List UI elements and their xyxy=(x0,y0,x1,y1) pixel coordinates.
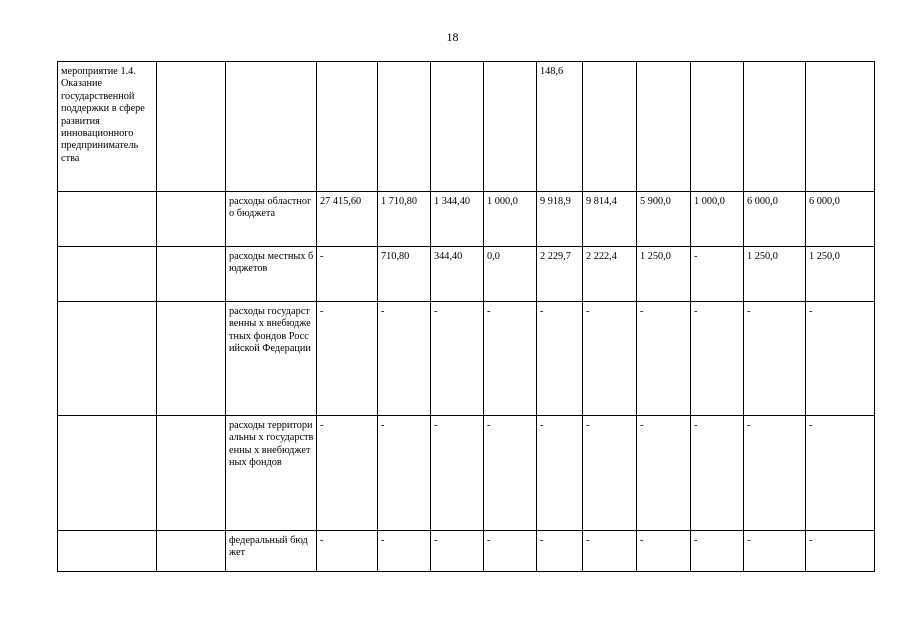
value-cell: - xyxy=(637,416,691,531)
value-cell: - xyxy=(317,302,378,416)
value-cell xyxy=(378,62,431,192)
value-cell: - xyxy=(691,302,744,416)
value-cell xyxy=(317,62,378,192)
value-cell: - xyxy=(637,531,691,572)
table-cell xyxy=(157,416,226,531)
value-cell: - xyxy=(744,531,806,572)
value-cell: - xyxy=(691,247,744,302)
value-cell: 5 900,0 xyxy=(637,192,691,247)
table-row xyxy=(58,302,875,416)
value-cell: - xyxy=(484,531,537,572)
value-cell: 9 918,9 xyxy=(537,192,583,247)
value-cell xyxy=(691,62,744,192)
table-row xyxy=(58,62,875,192)
value-cell: 1 000,0 xyxy=(691,192,744,247)
page-number: 18 xyxy=(446,30,459,44)
value-cell: - xyxy=(378,531,431,572)
value-cell: - xyxy=(691,416,744,531)
funding-source-cell xyxy=(226,62,317,192)
table-cell xyxy=(157,62,226,192)
event-name-cell xyxy=(58,416,157,531)
funding-source-cell: расходы областного бюджета xyxy=(226,192,317,247)
table-row xyxy=(58,192,875,247)
value-cell: 148,6 xyxy=(537,62,583,192)
table-row xyxy=(58,416,875,531)
value-cell xyxy=(583,62,637,192)
value-cell xyxy=(431,62,484,192)
funding-source-cell: федеральный бюджет xyxy=(226,531,317,572)
table-cell xyxy=(157,247,226,302)
value-cell: 27 415,60 xyxy=(317,192,378,247)
value-cell: 1 250,0 xyxy=(806,247,875,302)
value-cell: 710,80 xyxy=(378,247,431,302)
funding-source-cell: расходы местных бюджетов xyxy=(226,247,317,302)
value-cell: - xyxy=(317,416,378,531)
value-cell: - xyxy=(744,302,806,416)
table-row xyxy=(58,531,875,572)
value-cell: - xyxy=(431,531,484,572)
value-cell: 2 229,7 xyxy=(537,247,583,302)
value-cell: - xyxy=(378,302,431,416)
table-row xyxy=(58,247,875,302)
value-cell: - xyxy=(537,302,583,416)
funding-source-cell: расходы государственны х внебюджетных фондов Российской Федерации xyxy=(226,302,317,416)
event-name-cell xyxy=(58,302,157,416)
value-cell xyxy=(484,62,537,192)
value-cell: - xyxy=(806,302,875,416)
value-cell: - xyxy=(317,531,378,572)
table-cell xyxy=(157,192,226,247)
value-cell: - xyxy=(484,416,537,531)
value-cell: 1 250,0 xyxy=(744,247,806,302)
table-cell xyxy=(157,302,226,416)
value-cell: - xyxy=(431,416,484,531)
value-cell: - xyxy=(583,531,637,572)
value-cell: - xyxy=(583,416,637,531)
budget-table xyxy=(57,61,875,572)
value-cell: 0,0 xyxy=(484,247,537,302)
value-cell: - xyxy=(806,416,875,531)
value-cell: - xyxy=(806,531,875,572)
event-name-cell xyxy=(58,247,157,302)
value-cell: 1 344,40 xyxy=(431,192,484,247)
value-cell xyxy=(744,62,806,192)
value-cell: - xyxy=(637,302,691,416)
value-cell: - xyxy=(317,247,378,302)
value-cell: - xyxy=(583,302,637,416)
value-cell: 9 814,4 xyxy=(583,192,637,247)
event-name-cell xyxy=(58,531,157,572)
value-cell: 1 000,0 xyxy=(484,192,537,247)
value-cell: 2 222,4 xyxy=(583,247,637,302)
value-cell xyxy=(637,62,691,192)
value-cell: - xyxy=(537,531,583,572)
value-cell: - xyxy=(691,531,744,572)
event-name-cell xyxy=(58,192,157,247)
value-cell: - xyxy=(431,302,484,416)
value-cell: 344,40 xyxy=(431,247,484,302)
funding-source-cell: расходы территориальны х государственны х внебюджетных фондов xyxy=(226,416,317,531)
value-cell: 6 000,0 xyxy=(744,192,806,247)
table-cell xyxy=(157,531,226,572)
value-cell: - xyxy=(378,416,431,531)
value-cell xyxy=(806,62,875,192)
value-cell: - xyxy=(537,416,583,531)
event-name-cell: мероприятие 1.4. Оказание государственной поддержки в сфере развития инновационного предприниматель ства xyxy=(58,62,157,192)
value-cell: 6 000,0 xyxy=(806,192,875,247)
value-cell: - xyxy=(744,416,806,531)
value-cell: 1 250,0 xyxy=(637,247,691,302)
value-cell: 1 710,80 xyxy=(378,192,431,247)
value-cell: - xyxy=(484,302,537,416)
